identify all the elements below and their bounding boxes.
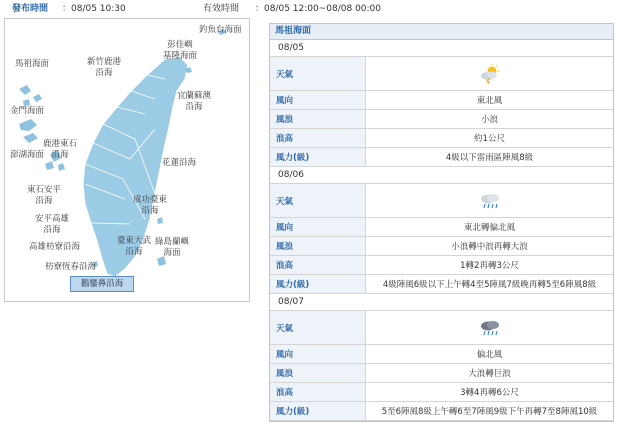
valid-time-label: 有效時間	[203, 4, 240, 14]
wave-height-value: 3轉4再轉6公尺	[460, 388, 519, 398]
mazu-islands-shape	[19, 85, 42, 106]
map-label-anping[interactable]: 安平高雄 沿海	[35, 214, 70, 235]
map-label-eluanbi-selected[interactable]: 鵝鑾鼻沿海	[70, 276, 134, 292]
header-bar	[0, 0, 620, 14]
forecast-date: 08/07	[270, 294, 613, 311]
wave-row	[270, 364, 613, 383]
map-label-lukang[interactable]: 鹿港東石 沿海	[43, 139, 78, 160]
map-label-pengjia[interactable]: 彭佳嶼 基隆海面	[163, 40, 198, 61]
map-label-yilan[interactable]: 宜蘭蘇澳 沿海	[177, 91, 212, 112]
valid-time-value: ：08/05 12:00~08/08 00:00	[255, 4, 382, 14]
wave-value: 小浪	[480, 115, 498, 125]
weather-row	[270, 57, 613, 91]
wave-height-row	[270, 129, 613, 148]
weather-row	[270, 184, 613, 218]
wind-direction-value: 東北轉偏北風	[463, 223, 515, 233]
map-label-hsinchu[interactable]: 新竹鹿港 沿海	[87, 57, 122, 78]
map-label-ludao[interactable]: 綠島蘭嶼 海面	[155, 237, 190, 258]
map-label-diaoyu[interactable]: 釣魚台海面	[199, 25, 242, 35]
dark-cloud-rain-icon	[478, 318, 502, 338]
wind-force-label: 風力(級)	[270, 148, 366, 166]
cloud-rain-icon	[478, 191, 502, 211]
wind-force-value: 5至6陣風8級上午轉6至7陣風9級下午再轉7至8陣風10級	[381, 407, 598, 417]
wind-force-value: 4級陣風6級以下上午轉4至5陣風7級晚再轉5至6陣風8級	[382, 280, 597, 290]
wind-direction-row	[270, 345, 613, 364]
map-label-penghu[interactable]: 澎湖海面	[10, 150, 45, 160]
publish-time-label: 發布時間	[12, 4, 49, 14]
wind-direction-row	[270, 218, 613, 237]
wave-height-label: 浪高	[270, 129, 366, 147]
forecast-region-title: 馬祖海面	[270, 24, 613, 40]
wind-direction-value: 東北風	[476, 96, 503, 106]
wind-direction-label: 風向	[270, 91, 366, 109]
wave-row	[270, 110, 613, 129]
wave-label: 風浪	[270, 237, 366, 255]
map-label-kinmen[interactable]: 金門海面	[10, 106, 45, 116]
map-label-dongshi[interactable]: 東石安平 沿海	[27, 185, 62, 206]
map-label-kaohsiung[interactable]: 高雄枋寮沿海	[29, 242, 81, 252]
kinmen-islands-shape	[19, 119, 38, 143]
forecast-panel	[269, 23, 614, 422]
wave-height-row	[270, 383, 613, 402]
weather-label: 天氣	[270, 311, 366, 344]
map-label-chenggong[interactable]: 成功臺東 沿海	[133, 195, 168, 216]
weather-row	[270, 311, 613, 345]
sun-cloud-thunder-icon	[478, 64, 502, 84]
wind-direction-label: 風向	[270, 345, 366, 363]
forecast-date: 08/06	[270, 167, 613, 184]
wind-force-value: 4級以下雷雨區陣風8級	[445, 153, 534, 163]
wind-direction-value: 偏北風	[476, 350, 503, 360]
wave-height-value: 約1公尺	[474, 134, 505, 144]
wave-height-label: 浪高	[270, 383, 366, 401]
wind-force-label: 風力(級)	[270, 402, 366, 420]
wind-force-label: 風力(級)	[270, 275, 366, 293]
wave-label: 風浪	[270, 110, 366, 128]
wind-force-row	[270, 148, 613, 167]
wind-force-row	[270, 275, 613, 294]
wave-value: 小浪轉中浪再轉大浪	[451, 242, 528, 252]
weather-label: 天氣	[270, 184, 366, 217]
map-label-mazu[interactable]: 馬祖海面	[15, 59, 50, 69]
map-label-hualien[interactable]: 花蓮沿海	[162, 158, 197, 168]
wave-height-value: 1轉2再轉3公尺	[460, 261, 519, 271]
publish-time-value: ：08/05 10:30	[62, 4, 126, 14]
wind-direction-row	[270, 91, 613, 110]
wave-row	[270, 237, 613, 256]
wave-value: 大浪轉巨浪	[468, 369, 511, 379]
wind-direction-label: 風向	[270, 218, 366, 236]
ludao-island-shape	[157, 217, 163, 224]
wind-force-row	[270, 402, 613, 421]
marine-region-map	[4, 18, 250, 302]
wave-label: 風浪	[270, 364, 366, 382]
forecast-date: 08/05	[270, 40, 613, 57]
map-label-fangliao[interactable]: 枋寮恆春沿海	[45, 262, 97, 272]
weather-label: 天氣	[270, 57, 366, 90]
wave-height-label: 浪高	[270, 256, 366, 274]
map-label-taitung[interactable]: 臺東大武 沿海	[117, 236, 152, 257]
wave-height-row	[270, 256, 613, 275]
